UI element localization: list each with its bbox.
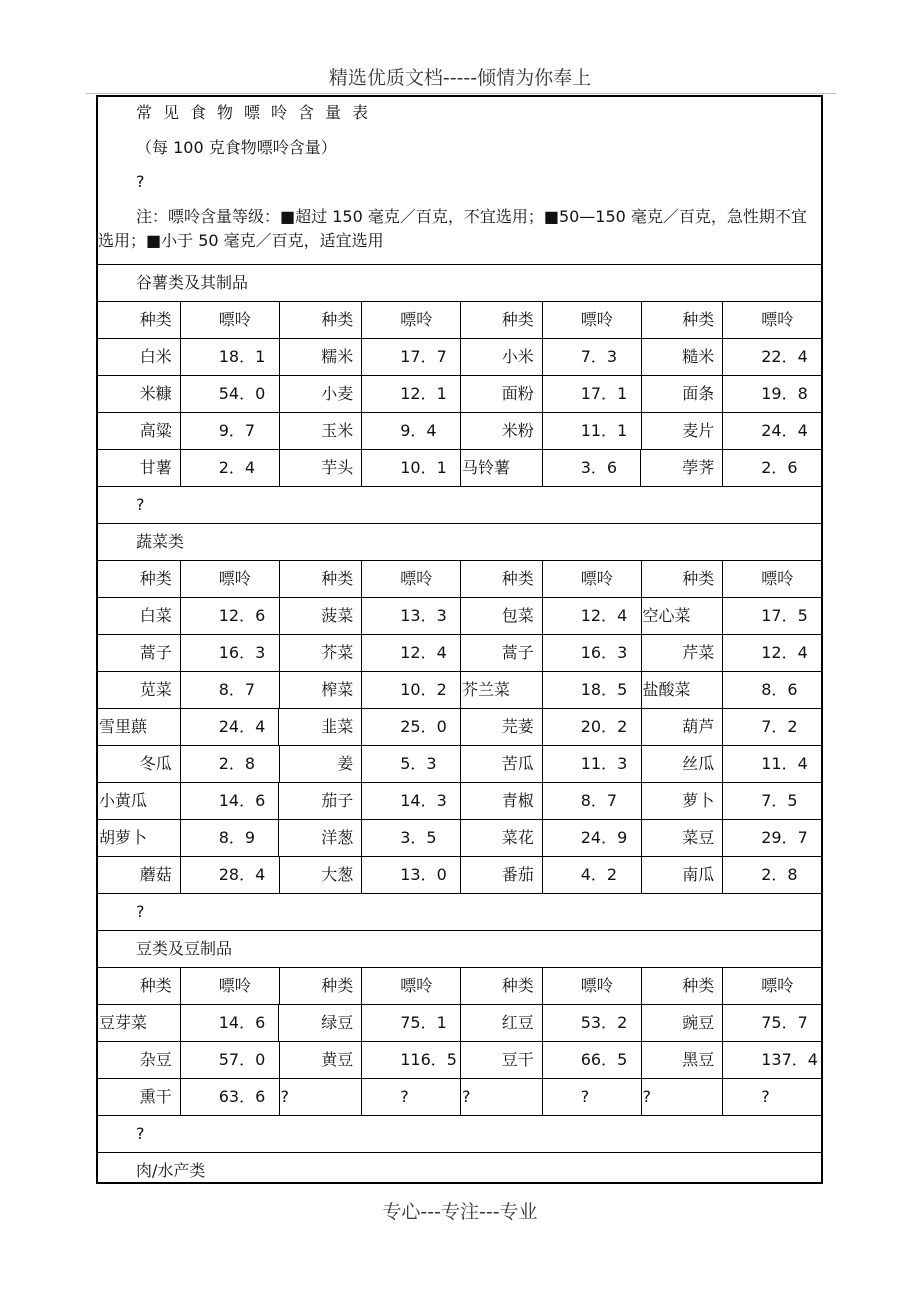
column-header-name: 种类 — [642, 968, 724, 1004]
purine-value-cell: 14．6 — [181, 783, 280, 819]
placeholder-text: ? — [136, 172, 145, 191]
table-row — [98, 709, 821, 746]
food-name-cell: 包菜 — [461, 598, 543, 634]
table-row — [98, 1005, 821, 1042]
purine-value-cell: 2．4 — [181, 450, 280, 486]
column-header-name: 种类 — [642, 302, 724, 338]
purine-value-cell: 12．4 — [761, 643, 808, 662]
column-header-name: 种类 — [280, 302, 363, 338]
purine-value-cell: 25．0 — [362, 709, 461, 745]
food-name-cell: 面粉 — [461, 376, 543, 412]
column-header-purine: 嘌呤 — [181, 561, 280, 597]
purine-value-cell: 5．3 — [362, 746, 461, 782]
food-name-cell: ? — [642, 1079, 724, 1115]
section-title: 肉/水产类 — [136, 1161, 206, 1180]
column-header-purine: 嘌呤 — [761, 569, 794, 588]
purine-value-cell: 7．5 — [761, 791, 798, 810]
purine-value-cell: 54．0 — [181, 376, 280, 412]
food-name-cell: 芫荽 — [461, 709, 543, 745]
food-name-cell: 白米 — [98, 339, 181, 375]
column-header-purine: 嘌呤 — [543, 561, 642, 597]
column-header-name: 种类 — [98, 561, 181, 597]
food-name-cell: 麦片 — [642, 413, 724, 449]
purine-value-cell: 11．1 — [543, 413, 642, 449]
food-name-cell: 空心菜 — [642, 598, 724, 634]
purine-value-cell: 2．8 — [761, 865, 798, 884]
table-row — [98, 413, 821, 450]
purine-value-cell: 22．4 — [761, 347, 808, 366]
table-row — [98, 1042, 821, 1079]
purine-value-cell: 17．5 — [761, 606, 808, 625]
column-header-name: 种类 — [98, 302, 181, 338]
table-row — [98, 783, 821, 820]
table-row — [98, 672, 821, 709]
food-name-cell: 冬瓜 — [98, 746, 181, 782]
purine-value-cell: 2．8 — [181, 746, 280, 782]
food-name-cell: 米粉 — [461, 413, 543, 449]
food-name-cell: 茄子 — [279, 783, 362, 819]
food-name-cell: 面条 — [642, 376, 724, 412]
section-title: 蔬菜类 — [98, 524, 821, 561]
purine-value-cell: 7．2 — [761, 717, 798, 736]
purine-value-cell: 29．7 — [761, 828, 808, 847]
food-name-cell: 番茄 — [461, 857, 543, 893]
food-name-cell: 葫芦 — [642, 709, 724, 745]
purine-value-cell: 12．4 — [362, 635, 461, 671]
purine-value-cell: 16．3 — [543, 635, 642, 671]
column-header-purine: 嘌呤 — [543, 302, 642, 338]
food-name-cell: 甘薯 — [98, 450, 181, 486]
purine-value-cell: 7．3 — [543, 339, 642, 375]
purine-value-cell: 137．4 — [761, 1050, 818, 1069]
food-name-cell: 高粱 — [98, 413, 181, 449]
purine-value-cell: 18．1 — [181, 339, 280, 375]
food-name-cell: 芥菜 — [280, 635, 363, 671]
purine-value-cell: 8．7 — [181, 672, 280, 708]
purine-value-cell: 8．9 — [181, 820, 280, 856]
purine-value-cell: 4．2 — [543, 857, 642, 893]
food-name-cell: 芹菜 — [642, 635, 724, 671]
food-name-cell: 玉米 — [280, 413, 363, 449]
table-row — [98, 746, 821, 783]
table-row — [98, 598, 821, 635]
food-name-cell: 姜 — [280, 746, 363, 782]
food-name-cell: ? — [280, 1079, 363, 1115]
purine-value-cell: 12．6 — [181, 598, 280, 634]
column-header-purine: 嘌呤 — [543, 968, 642, 1004]
column-header-name: 种类 — [98, 968, 181, 1004]
food-name-cell: 黑豆 — [642, 1042, 724, 1078]
food-name-cell: 菜花 — [461, 820, 543, 856]
purine-value-cell: ? — [543, 1079, 642, 1115]
purine-value-cell: 13．3 — [362, 598, 461, 634]
purine-value-cell: 12．1 — [362, 376, 461, 412]
purine-value-cell: 28．4 — [181, 857, 280, 893]
column-header-name: 种类 — [461, 561, 543, 597]
food-name-cell: 胡萝卜 — [98, 820, 181, 856]
food-name-cell: 苋菜 — [98, 672, 181, 708]
food-name-cell: 小麦 — [280, 376, 363, 412]
purine-value-cell: 11．3 — [543, 746, 642, 782]
purine-value-cell: 11．4 — [761, 754, 808, 773]
purine-value-cell: 16．3 — [181, 635, 280, 671]
purine-value-cell: 20．2 — [543, 709, 642, 745]
section-spacer-row: ? — [98, 1116, 821, 1153]
food-name-cell: 荸荠 — [641, 450, 723, 486]
purine-value-cell: 3．5 — [362, 820, 461, 856]
purine-value-cell: 12．4 — [543, 598, 642, 634]
food-name-cell: 盐酸菜 — [642, 672, 724, 708]
table-row — [98, 339, 821, 376]
grade-note: 注：嘌呤含量等级：■超过 150 毫克／百克，不宜选用；■50—150 毫克／百克，急性期不宜选用；■小于 50 毫克／百克，适宜选用 — [98, 207, 807, 250]
column-header-purine: 嘌呤 — [181, 302, 280, 338]
purine-value-cell: 8．7 — [543, 783, 642, 819]
food-name-cell: 马铃薯 — [461, 450, 543, 486]
food-name-cell: 雪里蕻 — [98, 709, 181, 745]
purine-value-cell: 66．5 — [543, 1042, 642, 1078]
purine-value-cell: 75．1 — [362, 1005, 461, 1041]
food-name-cell: 豆干 — [461, 1042, 543, 1078]
table-row — [98, 376, 821, 413]
food-name-cell: 菜豆 — [642, 820, 724, 856]
food-name-cell: 黄豆 — [280, 1042, 363, 1078]
food-name-cell: 丝瓜 — [642, 746, 724, 782]
food-name-cell: 蘑菇 — [98, 857, 181, 893]
purine-value-cell: 17．1 — [543, 376, 642, 412]
section-title: 豆类及豆制品 — [98, 931, 821, 968]
food-name-cell: 糯米 — [280, 339, 363, 375]
food-name-cell: 南瓜 — [642, 857, 724, 893]
food-name-cell: 白菜 — [98, 598, 181, 634]
purine-value-cell: 14．3 — [362, 783, 461, 819]
purine-value-cell: 116．5 — [362, 1042, 461, 1078]
purine-value-cell: 3．6 — [543, 450, 642, 486]
page-header: 精选优质文档-----倾情为你奉上 — [328, 67, 592, 89]
food-name-cell: 青椒 — [461, 783, 543, 819]
column-header-name: 种类 — [642, 561, 724, 597]
food-name-cell: 蒿子 — [98, 635, 181, 671]
purine-value-cell: 18．5 — [543, 672, 642, 708]
column-header-purine: 嘌呤 — [362, 968, 461, 1004]
purine-table — [96, 95, 823, 1184]
column-header-name: 种类 — [280, 968, 363, 1004]
purine-value-cell: 19．8 — [761, 384, 808, 403]
food-name-cell: 韭菜 — [279, 709, 362, 745]
food-name-cell: 杂豆 — [98, 1042, 181, 1078]
table-row — [98, 450, 821, 487]
food-name-cell: 糙米 — [642, 339, 724, 375]
column-header-purine: 嘌呤 — [181, 968, 280, 1004]
column-header-row — [98, 561, 821, 598]
food-name-cell: 米糠 — [98, 376, 181, 412]
purine-value-cell: 63．6 — [181, 1079, 280, 1115]
column-header-purine: 嘌呤 — [761, 976, 794, 995]
page-footer: 专心---专注---专业 — [382, 1201, 538, 1223]
purine-value-cell: ? — [362, 1079, 461, 1115]
purine-value-cell: 9．4 — [362, 413, 461, 449]
purine-value-cell: 2．6 — [761, 458, 798, 477]
food-name-cell: 芋头 — [280, 450, 363, 486]
table-row — [98, 857, 821, 894]
food-name-cell: 洋葱 — [279, 820, 362, 856]
column-header-row — [98, 302, 821, 339]
purine-value-cell: 53．2 — [543, 1005, 642, 1041]
purine-value-cell: 24．9 — [543, 820, 642, 856]
column-header-purine: 嘌呤 — [362, 302, 461, 338]
food-name-cell: ? — [461, 1079, 543, 1115]
food-name-cell: 芥兰菜 — [461, 672, 543, 708]
section-spacer-row: ? — [98, 894, 821, 931]
food-name-cell: 菠菜 — [280, 598, 363, 634]
header-divider — [86, 93, 836, 94]
table-title: 常见食物嘌呤含量表 — [136, 103, 380, 122]
column-header-name: 种类 — [280, 561, 363, 597]
purine-value-cell: 14．6 — [181, 1005, 280, 1041]
food-name-cell: 榨菜 — [280, 672, 363, 708]
food-name-cell: 蒿子 — [461, 635, 543, 671]
table-subtitle: （每 100 克食物嘌呤含量） — [136, 138, 337, 157]
section-title: 谷薯类及其制品 — [98, 265, 821, 302]
table-row — [98, 1079, 821, 1116]
purine-value-cell: 75．7 — [761, 1013, 808, 1032]
food-name-cell: 萝卜 — [642, 783, 724, 819]
food-name-cell: 小米 — [461, 339, 543, 375]
purine-value-cell: 8．6 — [761, 680, 798, 699]
food-name-cell: 大葱 — [280, 857, 363, 893]
purine-value-cell: 17．7 — [362, 339, 461, 375]
food-name-cell: 绿豆 — [279, 1005, 362, 1041]
food-name-cell: 豆芽菜 — [98, 1005, 181, 1041]
food-name-cell: 红豆 — [461, 1005, 543, 1041]
column-header-name: 种类 — [461, 302, 543, 338]
food-name-cell: 豌豆 — [642, 1005, 724, 1041]
purine-value-cell: ? — [761, 1087, 770, 1106]
table-row — [98, 820, 821, 857]
sections-container — [98, 265, 821, 1190]
food-name-cell: 小黄瓜 — [98, 783, 181, 819]
purine-value-cell: 13．0 — [362, 857, 461, 893]
section-spacer-row: ? — [98, 487, 821, 524]
food-name-cell: 苦瓜 — [461, 746, 543, 782]
column-header-purine: 嘌呤 — [761, 310, 794, 329]
purine-value-cell: 10．2 — [362, 672, 461, 708]
purine-value-cell: 10．1 — [362, 450, 461, 486]
column-header-purine: 嘌呤 — [362, 561, 461, 597]
column-header-row — [98, 968, 821, 1005]
purine-value-cell: 24．4 — [181, 709, 280, 745]
table-row — [98, 635, 821, 672]
purine-value-cell: 9．7 — [181, 413, 280, 449]
purine-value-cell: 24．4 — [761, 421, 808, 440]
column-header-name: 种类 — [461, 968, 543, 1004]
table-intro — [98, 97, 821, 265]
food-name-cell: 熏干 — [98, 1079, 181, 1115]
purine-value-cell: 57．0 — [181, 1042, 280, 1078]
